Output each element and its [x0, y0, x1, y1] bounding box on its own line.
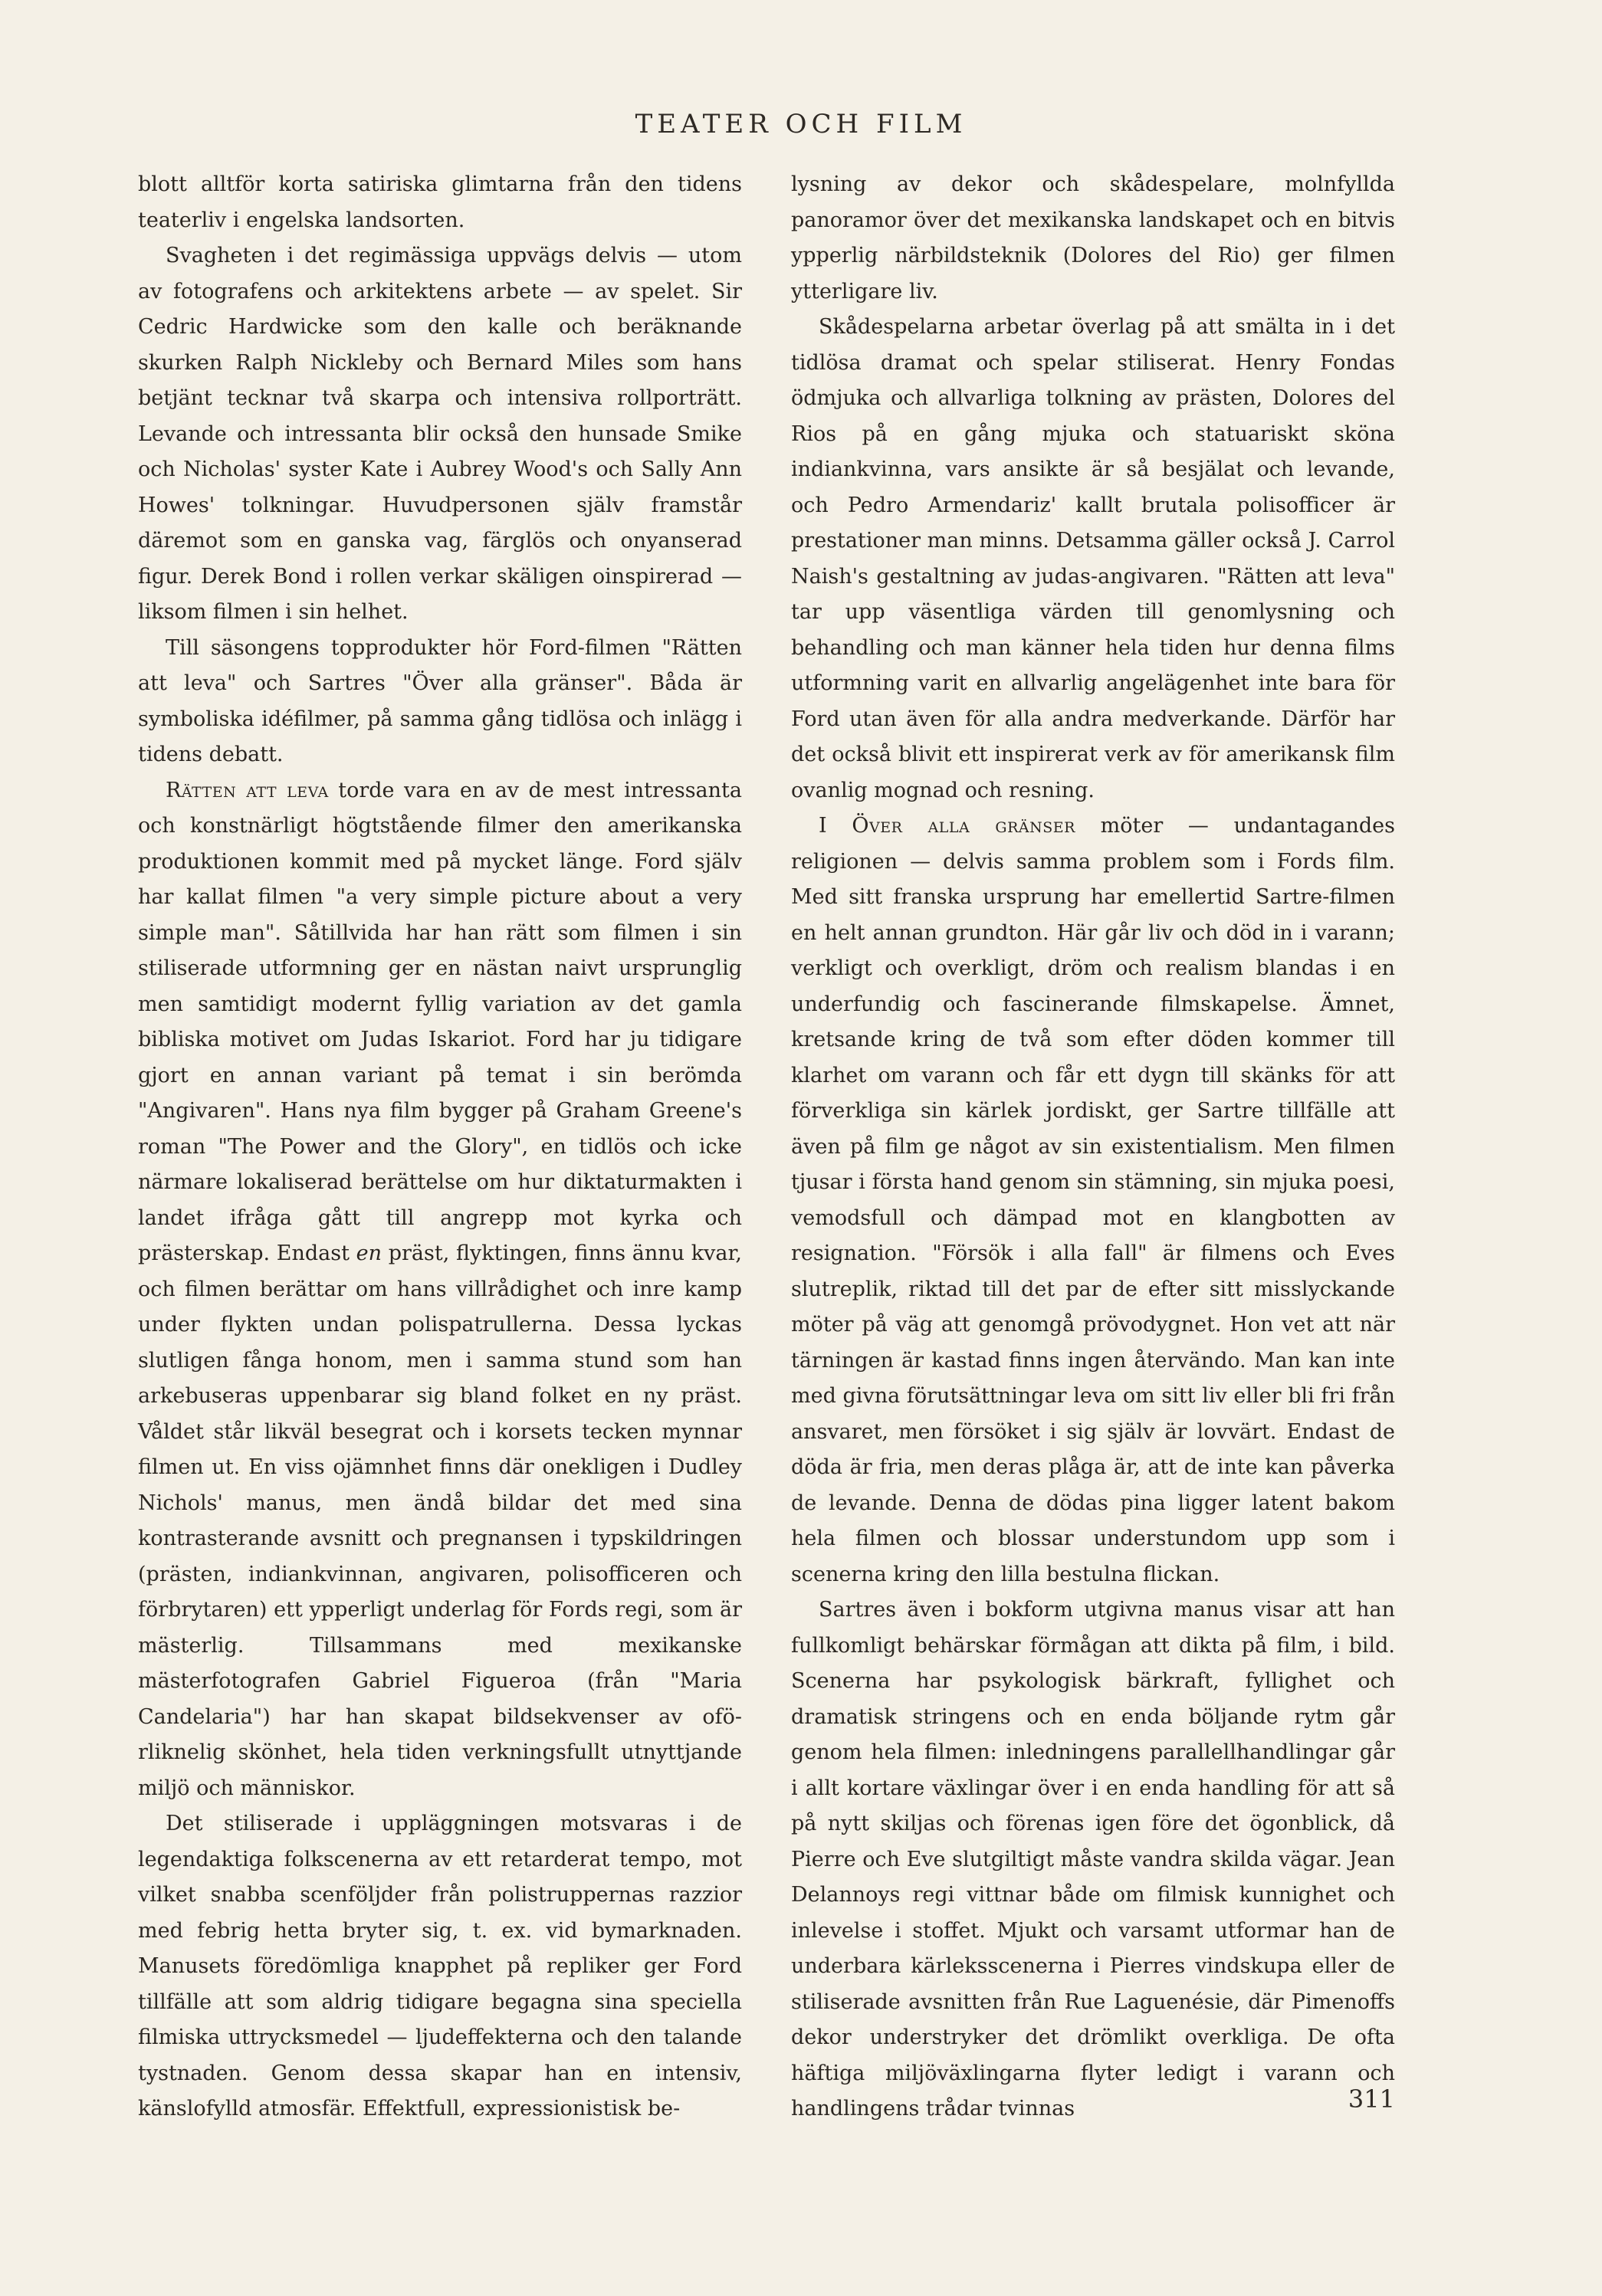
page-number: 311: [1348, 2084, 1395, 2114]
film-title-small-caps: Rätten att leva: [166, 778, 329, 802]
emphasis-word: en: [356, 1241, 382, 1265]
paragraph: Till säsongens topprodukter hör Ford-filmen "Rätten att leva" och Sartres "Över alla gränser". Båda är symboliska idéfilmer, på samma gång tidlösa och inlägg i tidens debatt.: [138, 635, 742, 766]
paragraph-text: möter — undantagandes religionen — delvis samma problem som i Fords film. Med sitt franska ursprung har emellertid Sartre-filmen en helt annan grundton. Här går liv och död in i varann; verkligt och overkligt, dröm och realism blandas i en underfundig och fascinerande filmskapelse. Ämnet, kretsande kring de två som efter döden kommer till klarhet om varann och får ett dygn till skänks för att förverkliga sin kärlek jordiskt, ger Sartre tillfälle att även på film ge något av sin existentialism. Men filmen tjusar i första hand genom sin stämning, sin mjuka poesi, vemodsfull och dämpad mot en klangbotten av resignation. "Försök i alla fall" är filmens och Eves slutreplik, riktad till det par de efter sitt misslyckande möter på väg att genomgå prövodygnet. Hon vet att när tärningen är kastad finns ingen återvändo. Man kan inte med givna förutsättningar leva om sitt liv eller bli fri från ansvaret, men försöket i sig själv är lovvärt. Endast de döda är fria, men deras plåga är, att de inte kan påverka de levande. Denna de dödas pina ligger latent bakom hela filmen och blossar understundom upp som i scenerna kring den lilla bestulna flickan.: [791, 814, 1395, 1586]
left-column: [138, 167, 742, 2127]
paragraph: [138, 773, 742, 1807]
paragraph: Skådespelarna arbetar överlag på att smälta in i det tidlösa dramat och spelar stiliserat. Henry Fondas ödmjuka och allvarliga tolkning av prästen, Dolores del Rios på en gång mjuka och statuariskt sköna indiankvinna, vars ansikte är så besjälat och levande, och Pedro Armendariz' kallt brutala polisofficer är prestationer man minns. Detsamma gäller också J. Carrol Naish's gestaltning av judas-angivaren. "Rätten att leva" tar upp väsentliga värden till genomlysning och behandling och man känner hela tiden hur denna films utformning varit en allvarlig angelägenhet inte bara för Ford utan även för alla andra medverkande. Därför har det också blivit ett inspirerat verk av för amerikansk film ovanlig mognad och resning.: [791, 315, 1395, 802]
paragraph-text: präst, flyktingen, finns ännu kvar, och filmen berättar om hans villrådighet och inre kamp under flykten undan polispatrullerna. Dessa lyckas slutligen fånga honom, men i samma stund som han arkebuseras uppenbarar sig bland folket en ny präst. Våldet står likväl besegrat och i korsets tecken mynnar filmen ut. En viss ojämnhet finns där onekligen i Dudley Nichols' manus, men ändå bildar det med sina kontrasterande avsnitt och pregnansen i typskildringen (prästen, indiankvinnan, angivaren, polisofficeren och förbrytaren) ett ypperligt underlag för Fords regi, som är mästerlig. Tillsammans med mexikanske mästerfotografen Gabriel Figueroa (från "Maria Candelaria") har han skapat bildsekvenser av oförliknelig skönhet, hela tiden verkningsfullt utnyttjande miljö och människor.: [138, 1241, 742, 1800]
paragraph: Svagheten i det regimässiga uppvägs delvis — utom av fotografens och arkitektens arbete — av spelet. Sir Cedric Hardwicke som den kalle och beräknande skurken Ralph Nickleby och Bernard Miles som hans betjänt tecknar två skarpa och intensiva rollporträtt. Levande och intressanta blir också den hunsade Smike och Nicholas' syster Kate i Aubrey Wood's och Sally Ann Howes' tolkningar. Huvudpersonen själv framstår däremot som en ganska vag, färglös och onyanserad figur. Derek Bond i rollen verkar skäligen oinspirerad — liksom filmen i sin helhet.: [138, 244, 742, 624]
paragraph: Sartres även i bokform utgivna manus visar att han fullkomligt behärskar förmågan att dikta på film, i bild. Scenerna har psykologisk bärkraft, fyllighet och dramatisk stringens och en enda böljande rytm går genom hela filmen: inledningens parallellhandlingar går i allt kortare växlingar över i en enda handling för att så på nytt skiljas och förenas igen före det ögonblick, då Pierre och Eve slutgiltigt måste vandra skilda vägar. Jean Delannoys regi vittnar både om filmisk kunnighet och inlevelse i stoffet. Mjukt och varsamt utformar han de underbara kärleksscenerna i Pierres vindskupa eller de stiliserade avsnitten från Rue Laguenésie, där Pimenoffs dekor understryker det drömlikt overkliga. De ofta häftiga miljöväxlingarna flyter ledigt i varann och handlingens trådar tvinnas: [791, 1598, 1395, 2121]
running-title: TEATER OCH FILM: [635, 109, 967, 139]
paragraph-text: torde vara en av de mest intressanta och konstnärligt högtstående filmer den amerikanska produktionen kommit med på mycket länge. Ford själv har kallat filmen "a very simple picture about a very simple man". Såtillvida har han rätt som filmen i sin stiliserade utformning ger en nästan naivt ursprunglig men samtidigt modernt fyllig variation av det gamla bibliska motivet om Judas Iskariot. Ford har ju tidigare gjort en annan variant på temat i sin berömda "Angivaren". Hans nya film bygger på Graham Greene's roman "The Power and the Glory", en tidlös och icke närmare lokaliserad berättelse om hur diktaturmakten i landet ifråga gått till angrepp mot kyrka och prästerskap. Endast: [138, 778, 742, 1265]
paragraph: Det stiliserade i uppläggningen motsvaras i de legendaktiga folkscenerna av ett retarderat tempo, mot vilket snabba scenföljder från polistruppernas razzior med febrig hetta bryter sig, t. ex. vid bymarknaden. Manusets föredömliga knapphet på repliker ger Ford tillfälle att som aldrig tidigare begagna sina speciella filmiska uttrycksmedel — ljudeffekterna och den talande tystnaden. Genom dessa skapar han en intensiv, känslofylld atmosfär. Effektfull, expressionistisk be-: [138, 1812, 742, 2121]
paragraph-text: I: [819, 814, 852, 838]
film-title-small-caps: Över alla gränser: [852, 814, 1075, 838]
paragraph: lysning av dekor och skådespelare, molnfyllda panoramor över det mexikanska landskapet och en bitvis ypperlig närbildsteknik (Dolores del Rio) ger filmen ytterligare liv.: [791, 172, 1395, 303]
paragraph: [791, 809, 1395, 1592]
paragraph: blott alltför korta satiriska glimtarna från den tidens teaterliv i engelska landsorten.: [138, 172, 742, 232]
right-column: [791, 167, 1395, 2127]
